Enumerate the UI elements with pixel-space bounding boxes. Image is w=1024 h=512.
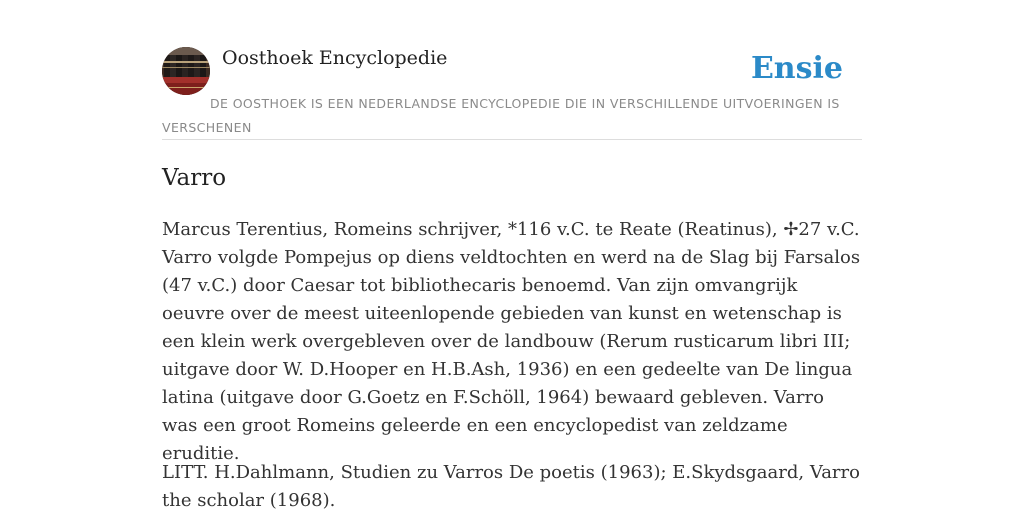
article-paragraph: Marcus Terentius, Romeins schrijver, *116 v.C. te Reate (Reatinus), ✢27 v.C. Varro volgde Pompejus op diens veldtochten en werd na de Slag bij Farsalos (47 v.C.) door Caesar tot bibliothecaris benoemd. Van zijn omvangrijk oeuvre over de meest uiteenlopende gebieden van kunst en wetenschap is een klein werk overgebleven over de landbouw (Rerum rusticarum libri III; uitgave door W. D.Hooper en H.B.Ash, 1936) en een gedeelte van De lingua latina (uitgave door G.Goetz en F.Schöll, 1964) bewaard gebleven. Varro was een groot Romeins geleerde en een encyclopedist van zeldzame eruditie. xyxy=(162,219,861,464)
books-illustration xyxy=(162,47,210,95)
article-literature: LITT. H.Dahlmann, Studien zu Varros De poetis (1963); E.Skydsgaard, Varro the scholar (1968). xyxy=(162,462,860,511)
site-tagline: DE OOSTHOEK IS EEN NEDERLANDSE ENCYCLOPEDIE DIE IN VERSCHILLENDE UITVOERINGEN IS VERSCHENEN xyxy=(162,96,840,135)
site-header xyxy=(162,46,862,140)
encyclopedia-books-icon[interactable] xyxy=(162,47,210,95)
brand-logo-link[interactable]: Ensie xyxy=(750,51,843,86)
site-title[interactable]: Oosthoek Encyclopedie xyxy=(222,47,448,69)
article-title: Varro xyxy=(162,165,227,191)
